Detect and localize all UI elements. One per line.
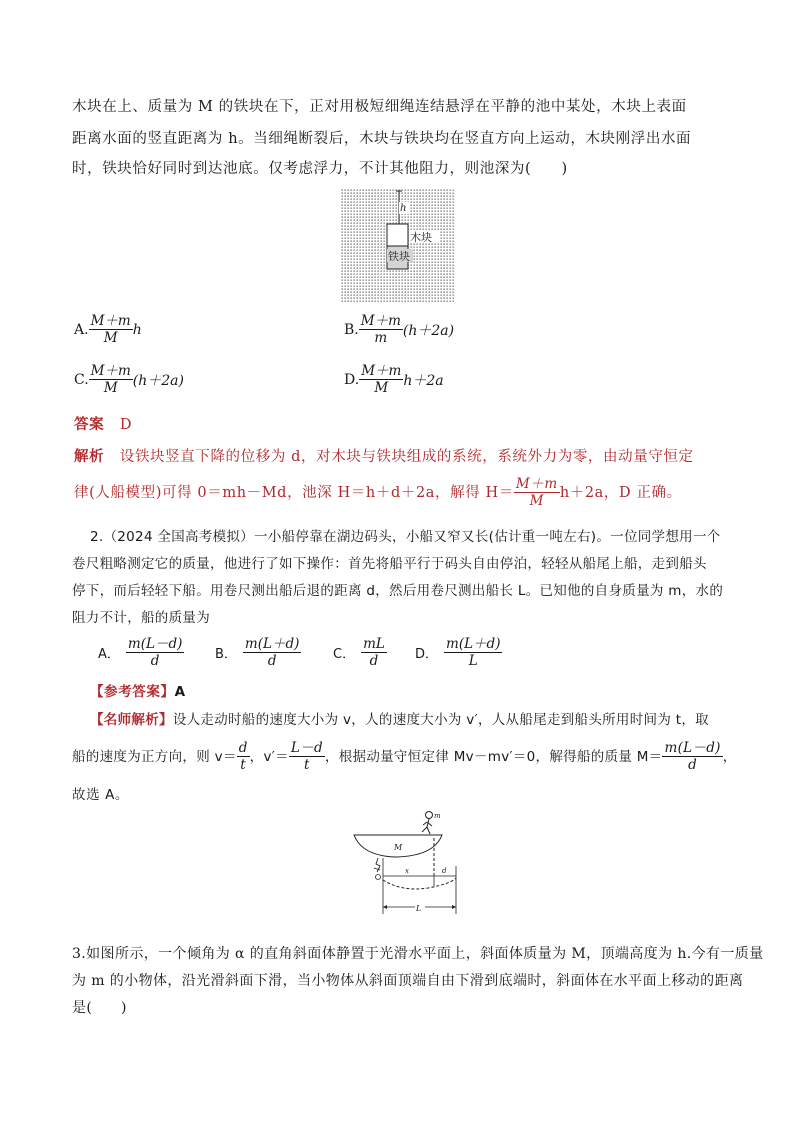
analysis-text: h＋2a，D 正确。 [559,484,682,501]
frac-den: L [468,653,478,669]
expert-text: 设人走动时船的速度大小为 v，人的速度大小为 v′，人从船尾走到船头所用时间为 t，取 [172,712,709,728]
q1-analysis-line2 [74,476,682,509]
q2-expert-line1 [90,710,709,730]
option-tail: h [132,321,142,338]
frac-den: t [240,757,247,773]
q2-line3: 停下，而后轻轻下船。用卷尺测出船后退的距离 d，然后用卷尺测出船长 L。已知他的自身质量为 m，水的 [72,583,724,599]
person-head [426,812,433,819]
label-d: d [442,867,447,875]
frac-num: M＋m [90,363,131,379]
frac-den: t [304,757,310,773]
option-tail: (h＋2a) [132,372,184,389]
q1-option-c[interactable] [74,363,184,396]
analysis-label: 解析 [74,448,105,465]
q1-answer [74,415,132,435]
boat-dashed [383,878,456,889]
expert-text: 船的速度为正方向，则 v＝ [72,748,237,765]
q2-option-c[interactable] [333,636,387,669]
option-letter: D. [344,371,360,388]
q2-option-d[interactable] [415,636,502,669]
q1-pool-figure [341,189,455,303]
q2-expert-line3: 故选 A。 [72,787,130,803]
option-letter: C． [333,647,356,662]
frac-num: m(L－d) [127,636,183,652]
expert-text: ，v′＝ [249,748,289,765]
frac-num: mL [363,636,385,652]
frac-den: M [103,330,118,346]
frac-num: m(L＋d) [244,636,300,652]
q2-line2: 卷尺粗略测定它的质量，他进行了如下操作：首先将船平行于码头自由停泊，轻轻从船尾上船，走到船头 [72,556,707,572]
frac-num: M＋m [360,313,401,329]
frac-den: d [369,653,379,669]
option-letter: A． [98,647,120,662]
option-letter: C. [74,371,89,388]
frac-den: d [150,653,160,669]
q2-line1: 2.（2024 全国高考模拟）一小船停靠在湖边码头，小船又窄又长(估计重一吨左右)。一位同学想用一个 [90,529,721,545]
q1-line2: 距离水面的竖直距离为 h。当细绳断裂后，木块与铁块均在竖直方向上运动，木块刚浮出水面 [72,131,692,147]
label-M: M [394,843,403,852]
frac-den: M [529,493,545,509]
q2-line4: 阻力不计，船的质量为 [72,610,210,626]
frac-num: L－d [290,740,323,756]
frac-num: m(L＋d) [446,636,501,652]
label-iron: 铁块 [388,250,410,263]
option-tail: h＋2a [403,372,444,389]
q2-expert-line2 [72,740,737,773]
option-tail: (h＋2a) [402,322,455,339]
q1-option-d[interactable] [344,363,444,396]
q1-option-a[interactable] [74,313,142,346]
analysis-text: 律(人船模型)可得 0＝mh－Md，池深 H＝h＋d＋2a，解得 H＝ [74,484,514,501]
frac-num: M＋m [361,363,402,379]
q1-analysis-line1 [74,447,694,467]
option-letter: B. [344,321,359,338]
ref-answer-label: 【参考答案】 [90,684,175,700]
q2-option-b[interactable] [215,636,301,669]
q3-line1: 3.如图所示，一个倾角为 α 的直角斜面体静置于光滑水平面上，斜面体质量为 M，顶端高度为 h.今有一质量 [72,946,764,962]
q2-boat-figure [350,806,470,914]
label-x: x [405,867,409,875]
option-letter: B． [215,647,237,662]
frac-den: d [688,757,698,773]
label-wood: 木块 [410,231,432,244]
label-L: L [416,904,422,913]
wood-block [387,224,408,246]
q1-option-b[interactable] [344,313,454,346]
expert-text: ， [722,748,737,765]
answer-label: 答案 [74,416,105,433]
label-m: m [434,812,441,820]
q3-line2: 为 m 的小物体，沿光滑斜面下滑，当小物体从斜面顶端自由下滑到底端时，斜面体在水平面上移动的距离 [72,973,744,989]
frac-den: d [267,653,277,669]
expert-text: ，根据动量守恒定律 Mv－mv′＝0，解得船的质量 M＝ [324,748,663,765]
analysis-text: 设铁块竖直下降的位移为 d，对木块与铁块组成的系统，系统外力为零，由动量守恒定 [119,449,694,465]
q3-line3: 是( ) [72,1000,127,1016]
q2-ref-answer [90,682,186,702]
option-letter: A. [74,321,89,338]
expert-label: 【名师解析】 [90,712,173,728]
frac-num: M＋m [90,313,131,329]
frac-den: M [374,380,389,396]
q1-line3: 时，铁块恰好同时到达池底。仅考虑浮力，不计其他阻力，则池深为( ) [72,161,568,177]
frac-num: M＋m [515,476,558,492]
ref-answer-value: A [174,684,186,700]
frac-num: m(L－d) [664,740,721,756]
q2-option-a[interactable] [98,636,184,669]
q1-line1: 木块在上、质量为 M 的铁块在下，正对用极短细绳连结悬浮在平静的池中某处，木块上表面 [72,99,687,115]
frac-den: m [374,330,388,346]
label-h: h [400,203,407,214]
answer-value: D [119,417,133,433]
option-letter: D． [415,647,439,662]
frac-den: M [103,380,118,396]
frac-num: d [238,740,248,756]
person-body [422,819,432,834]
